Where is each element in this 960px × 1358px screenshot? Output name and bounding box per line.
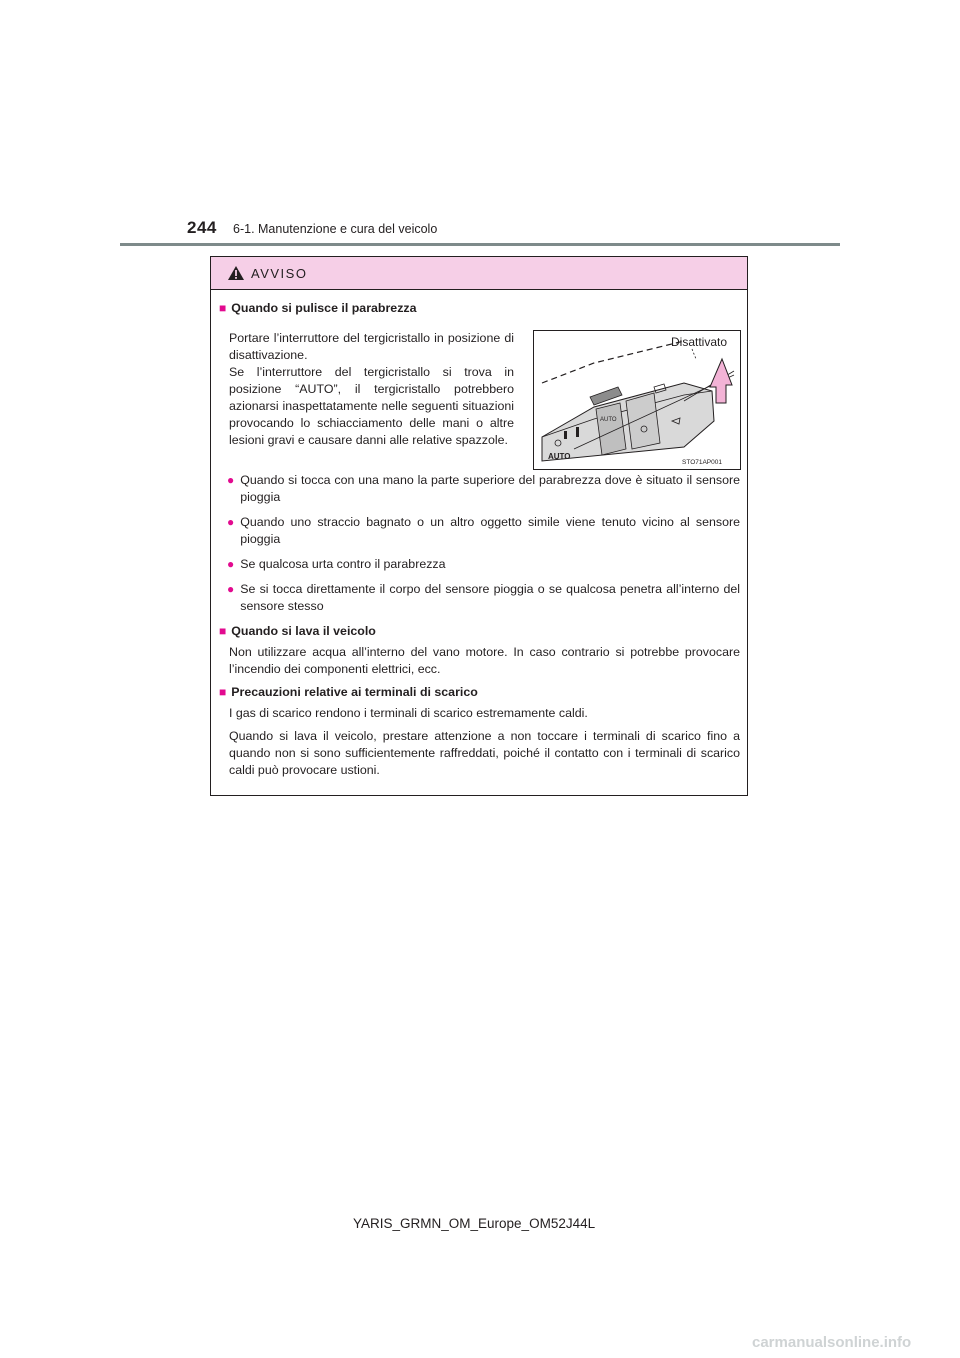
wiper-switch-figure [533, 330, 741, 470]
warning-triangle-icon [227, 265, 245, 281]
circle-bullet-icon: ● [227, 582, 235, 596]
warning-box [210, 256, 748, 796]
circle-bullet-icon: ● [227, 515, 235, 529]
warning-label: AVVISO [251, 265, 308, 281]
circle-bullet-icon: ● [227, 557, 235, 571]
paragraph: I gas di scarico rendono i terminali di scarico estremamente caldi. [229, 706, 588, 720]
section-exhaust [219, 684, 740, 779]
section-heading-windshield: ■ Quando si pulisce il parabrezza [219, 301, 417, 315]
list-item: ● Se qualcosa urta contro il parabrezza [227, 557, 446, 571]
list-item: ● Se si tocca direttamente il corpo del sensore pioggia o se qualcosa penetra all’interno del sensore stesso [227, 582, 740, 613]
square-bullet-icon: ■ [219, 301, 227, 315]
svg-text:AUTO: AUTO [548, 452, 571, 461]
paragraph: Quando si lava il veicolo, prestare attenzione a non toccare i terminali di scarico fino a quando non si sono sufficientemente raffreddati, poiché il contatto con i terminali di scarico caldi può provocare ustioni. [229, 729, 740, 777]
header-rule [120, 243, 840, 246]
section-heading-exhaust: ■ Precauzioni relative ai terminali di scarico [219, 685, 478, 699]
circle-bullet-icon: ● [227, 473, 235, 487]
section-heading-car-wash: ■ Quando si lava il veicolo [219, 624, 376, 638]
warning-header [211, 257, 747, 290]
svg-text:Disattivato: Disattivato [671, 335, 728, 349]
doc-code: YARIS_GRMN_OM_Europe_OM52J44L [353, 1216, 596, 1231]
list-item: ● Quando uno straccio bagnato o un altro oggetto simile viene tenuto vicino al sensore pioggia [227, 515, 740, 546]
page-number: 244 [187, 218, 217, 237]
section-car-wash [219, 623, 740, 678]
wiper-lever-illustration [534, 331, 740, 469]
intro-text: Portare l’interruttore del tergicristallo in posizione di disattivazione. Se l’interruttore del tergicristallo si trova in posizione “AUTO”, il tergicristallo potrebbero azionarsi inaspettatamente nelle seguenti situazioni provocando lo schiacciamento delle mani o altre lesioni gravi e causare danni alle relative spazzole. [229, 331, 514, 447]
list-item: ● Quando si tocca con una mano la parte superiore del parabrezza dove è situato il sensore pioggia [227, 473, 740, 504]
square-bullet-icon: ■ [219, 624, 227, 638]
paragraph: Non utilizzare acqua all’interno del vano motore. In caso contrario si potrebbe provocare l’incendio dei componenti elettrici, ecc. [229, 645, 740, 676]
warning-body [211, 290, 747, 779]
svg-text:AUTO: AUTO [600, 417, 617, 423]
watermark: carmanualsonline.info [752, 1334, 912, 1351]
intro-wrap [219, 330, 740, 472]
svg-text:STO71AP001: STO71AP001 [682, 459, 722, 466]
square-bullet-icon: ■ [219, 685, 227, 699]
section-title: 6-1. Manutenzione e cura del veicolo [233, 222, 438, 236]
